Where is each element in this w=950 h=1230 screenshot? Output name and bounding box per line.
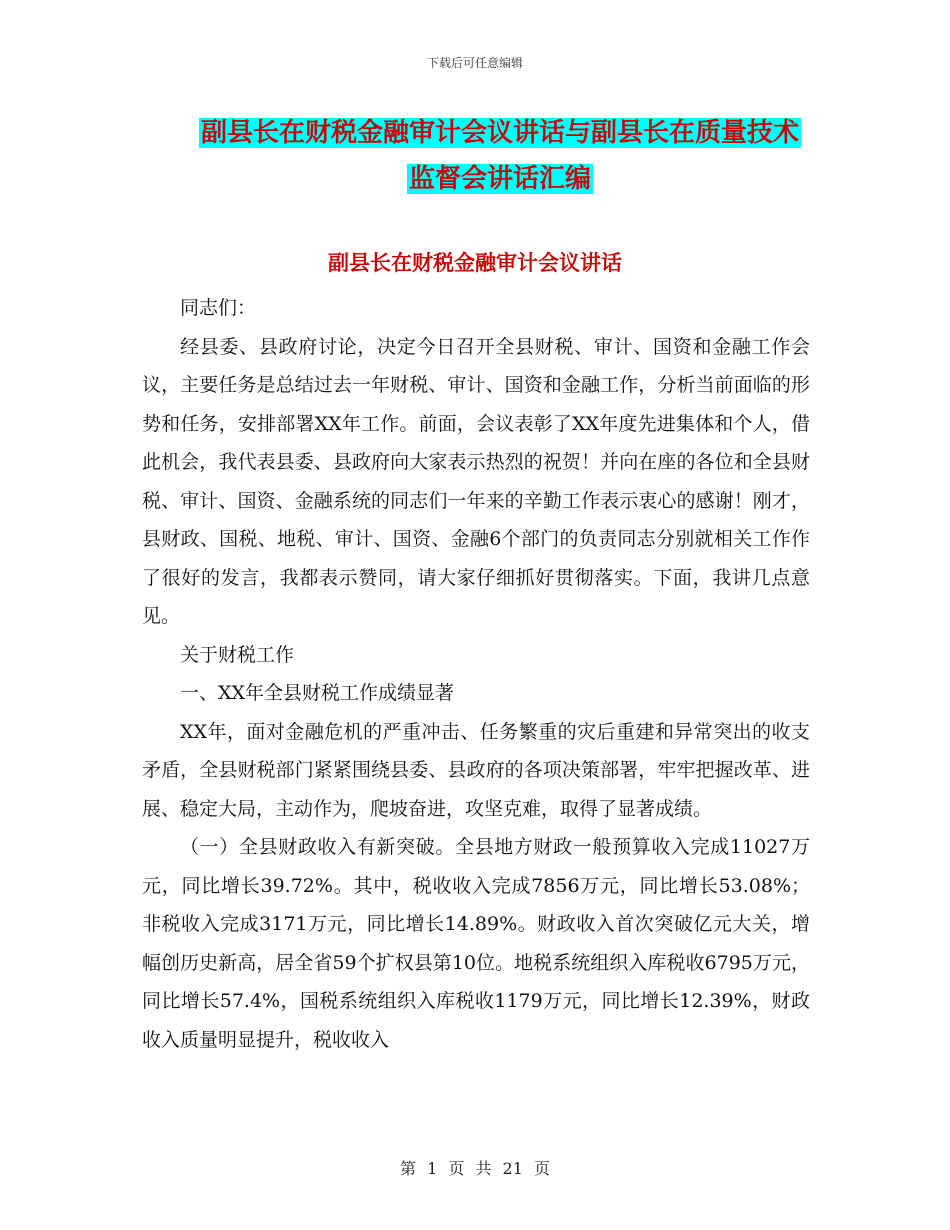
document-title-line-2 — [140, 156, 860, 202]
document-title — [140, 110, 860, 202]
paragraph: （一）全县财政收入有新突破。全县地方财政一般预算收入完成11027万元，同比增长39.72%。其中，税收收入完成7856万元，同比增长53.08%；非税收入完成3171万元，同比增长14.89%。财政收入首次突破亿元大关，增幅创历史新高，居全省59个扩权县第10位。地税系统组织入库税收6795万元，同比增长57.4%，国税系统组织入库税收1179万元，同比增长12.39%，财政收入质量明显提升，税收收入 — [142, 836, 810, 1051]
document-title-line-1 — [140, 110, 860, 156]
paragraph: 经县委、县政府讨论，决定今日召开全县财税、审计、国资和金融工作会议，主要任务是总结过去一年财税、审计、国资和金融工作，分析当前面临的形势和任务，安排部署XX年工作。前面，会议表彰了XX年度先进集体和个人，借此机会，我代表县委、县政府向大家表示热烈的祝贺！并向在座的各位和全县财税、审计、国资、金融系统的同志们一年来的辛勤工作表示衷心的感谢！刚才，县财政、国税、地税、审计、国资、金融6个部门的负责同志分别就相关工作作了很好的发言，我都表示赞同，请大家仔细抓好贯彻落实。下面，我讲几点意见。 — [142, 335, 810, 627]
title-highlight-2: 监督会讲话汇编 — [408, 164, 591, 194]
paragraph: 一、XX年全县财税工作成绩显著 — [180, 682, 455, 704]
paragraph: XX年，面对金融危机的严重冲击、任务繁重的灾后重建和异常突出的收支矛盾，全县财税部门紧紧围绕县委、县政府的各项决策部署，牢牢把握改革、进展、稳定大局，主动作为，爬坡奋进，攻坚克难，取得了显著成绩。 — [142, 720, 810, 820]
page-footer: 第 1 页 共 21 页 — [400, 1159, 550, 1178]
paragraph: 同志们： — [180, 297, 257, 319]
header-note: 下载后可任意编辑 — [426, 56, 523, 70]
title-highlight-1: 副县长在财税金融审计会议讲话与副县长在质量技术 — [200, 118, 799, 148]
paragraph: 关于财税工作 — [180, 643, 295, 666]
body-text — [142, 289, 810, 1059]
section-title: 副县长在财税金融审计会议讲话 — [328, 251, 622, 275]
